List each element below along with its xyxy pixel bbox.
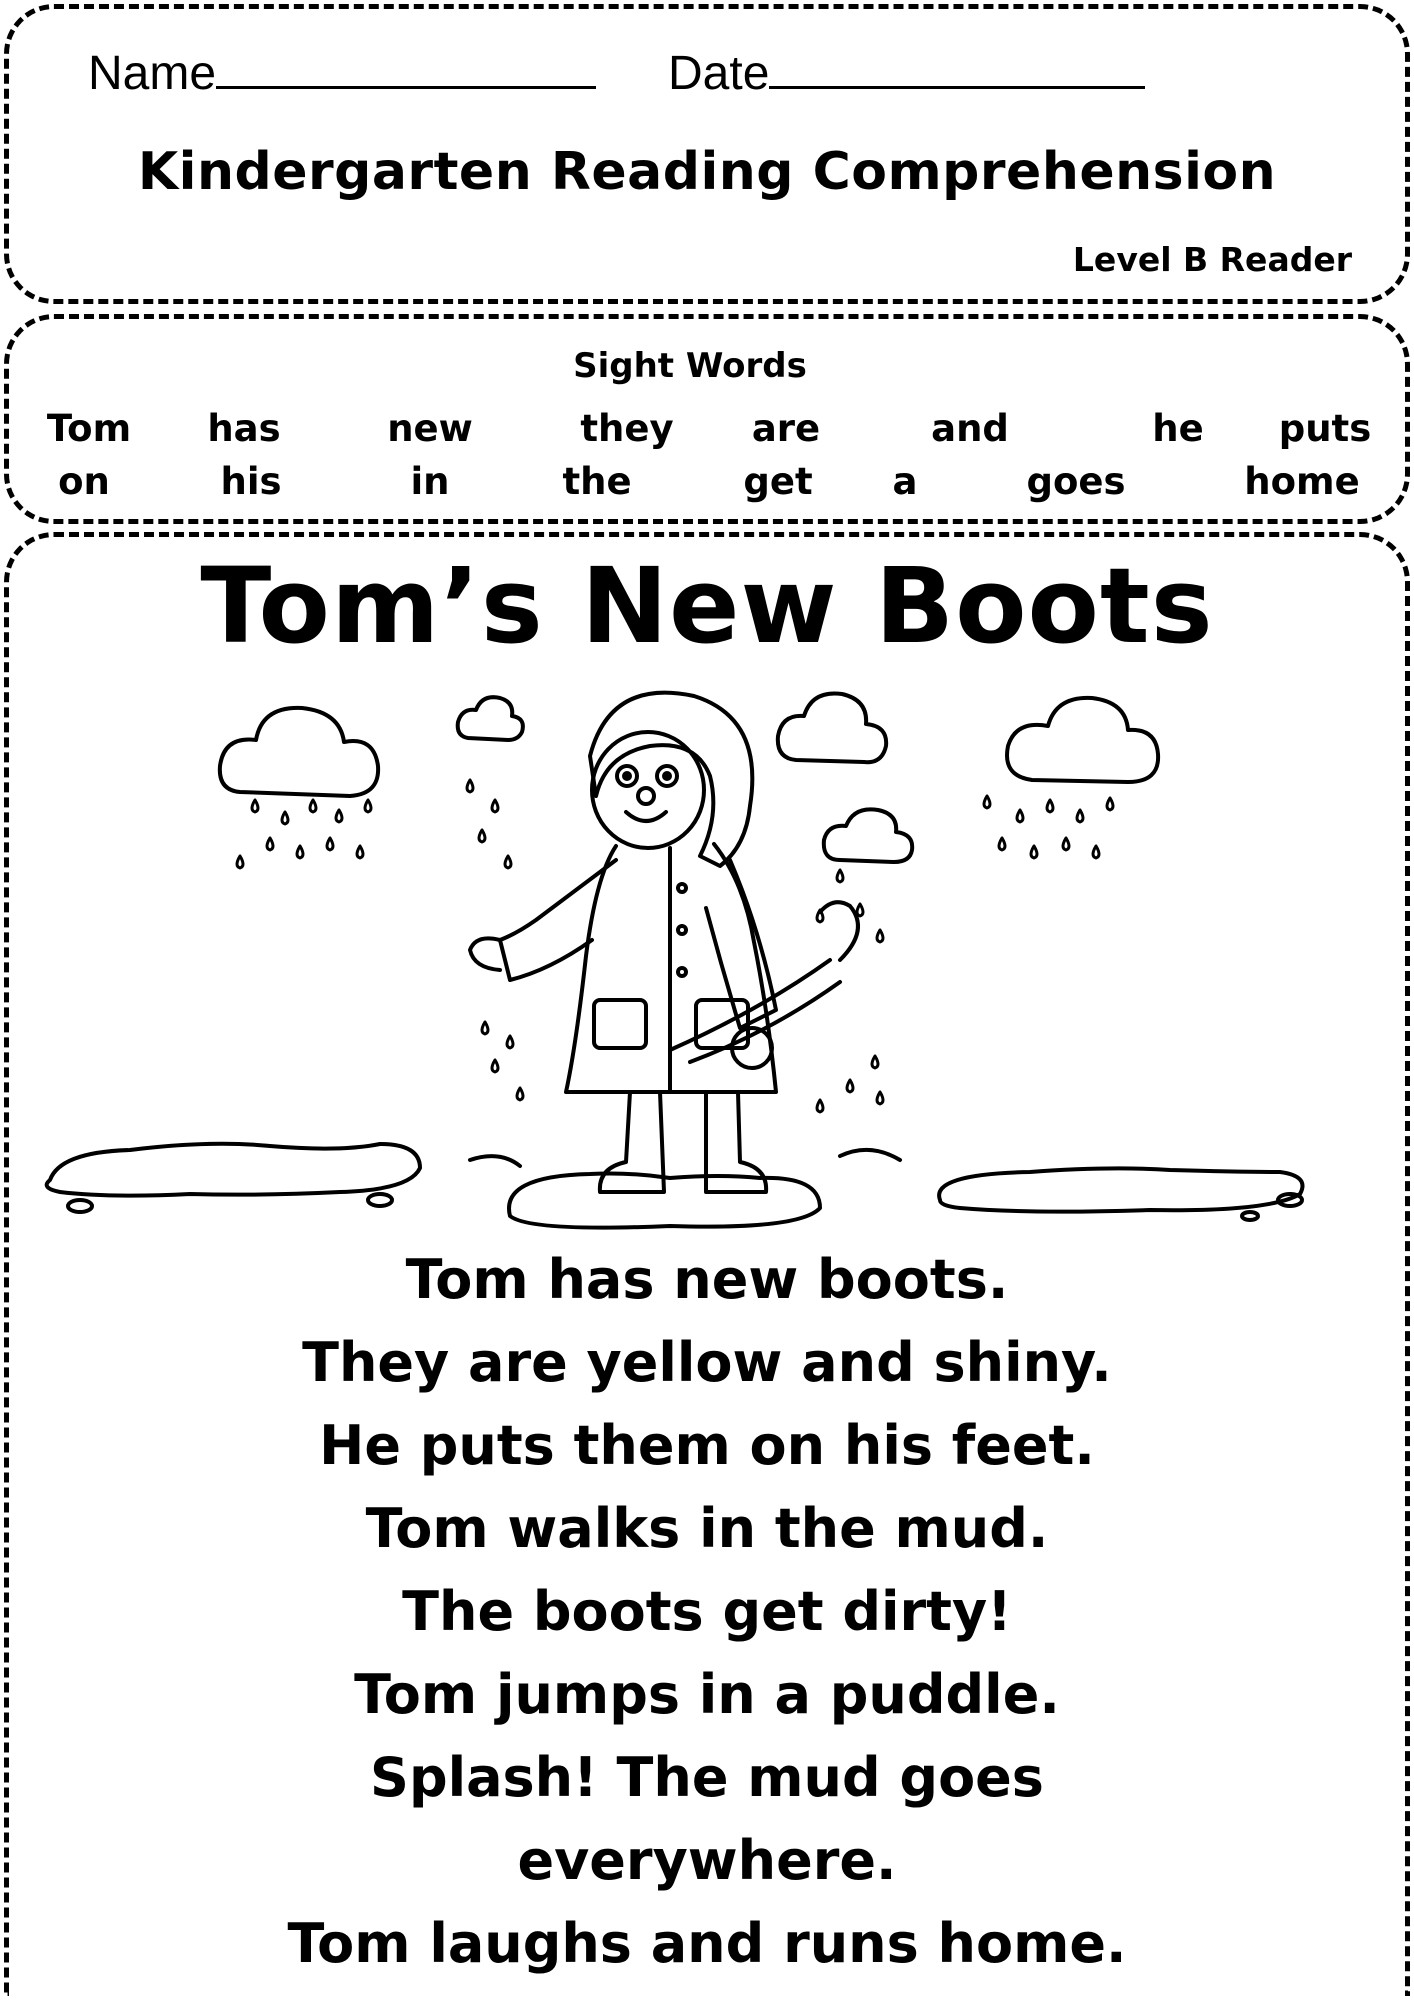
story-line: Tom laughs and runs home. bbox=[287, 1912, 1127, 1975]
rain-cloud-icon bbox=[220, 708, 378, 796]
child-in-raincoat-icon bbox=[470, 693, 776, 1192]
date-label: Date bbox=[668, 47, 770, 100]
sight-word: and bbox=[931, 407, 1009, 450]
story-title: Tom’s New Boots bbox=[200, 545, 1214, 667]
puddle-icon bbox=[47, 1144, 1303, 1228]
sight-word: a bbox=[892, 460, 918, 503]
story-line: Tom walks in the mud. bbox=[365, 1497, 1049, 1560]
story-text bbox=[0, 1238, 1414, 1985]
raindrop-icon bbox=[237, 780, 1113, 1112]
level-label: Level B Reader bbox=[1072, 240, 1352, 279]
story-line: everywhere. bbox=[517, 1829, 897, 1892]
story-line: Splash! The mud goes bbox=[370, 1746, 1044, 1809]
story-line: They are yellow and shiny. bbox=[302, 1331, 1112, 1394]
sight-word: new bbox=[387, 407, 473, 450]
sight-word: his bbox=[220, 460, 282, 503]
sight-word: are bbox=[751, 407, 821, 450]
sight-word: the bbox=[562, 460, 632, 503]
rain-cloud-icon bbox=[1007, 698, 1158, 782]
name-field[interactable] bbox=[88, 46, 596, 101]
worksheet-title: Kindergarten Reading Comprehension bbox=[137, 142, 1277, 202]
rain-cloud-icon bbox=[778, 693, 886, 762]
sight-word: get bbox=[743, 460, 813, 503]
sight-word: has bbox=[207, 407, 281, 450]
story-line: Tom jumps in a puddle. bbox=[354, 1663, 1060, 1726]
sight-word: in bbox=[410, 460, 450, 503]
name-label: Name bbox=[88, 47, 217, 100]
sight-word: goes bbox=[1026, 460, 1126, 503]
story-line: The boots get dirty! bbox=[402, 1580, 1012, 1643]
date-write-line[interactable] bbox=[769, 80, 1145, 89]
rain-cloud-icon bbox=[824, 809, 912, 862]
sight-word: puts bbox=[1278, 407, 1372, 450]
sight-word: home bbox=[1244, 460, 1360, 503]
name-write-line[interactable] bbox=[216, 80, 596, 89]
sight-words-heading: Sight Words bbox=[573, 346, 807, 386]
umbrella-icon bbox=[670, 902, 858, 1062]
sight-word: Tom bbox=[46, 407, 132, 450]
story-line: He puts them on his feet. bbox=[319, 1414, 1095, 1477]
date-field[interactable] bbox=[668, 46, 1145, 101]
sight-word: they bbox=[580, 407, 674, 450]
story-line: Tom has new boots. bbox=[405, 1248, 1009, 1311]
sight-word: on bbox=[58, 460, 110, 503]
rain-cloud-icon bbox=[458, 697, 523, 740]
rainy-day-illustration bbox=[30, 660, 1320, 1240]
sight-word: he bbox=[1152, 407, 1204, 450]
